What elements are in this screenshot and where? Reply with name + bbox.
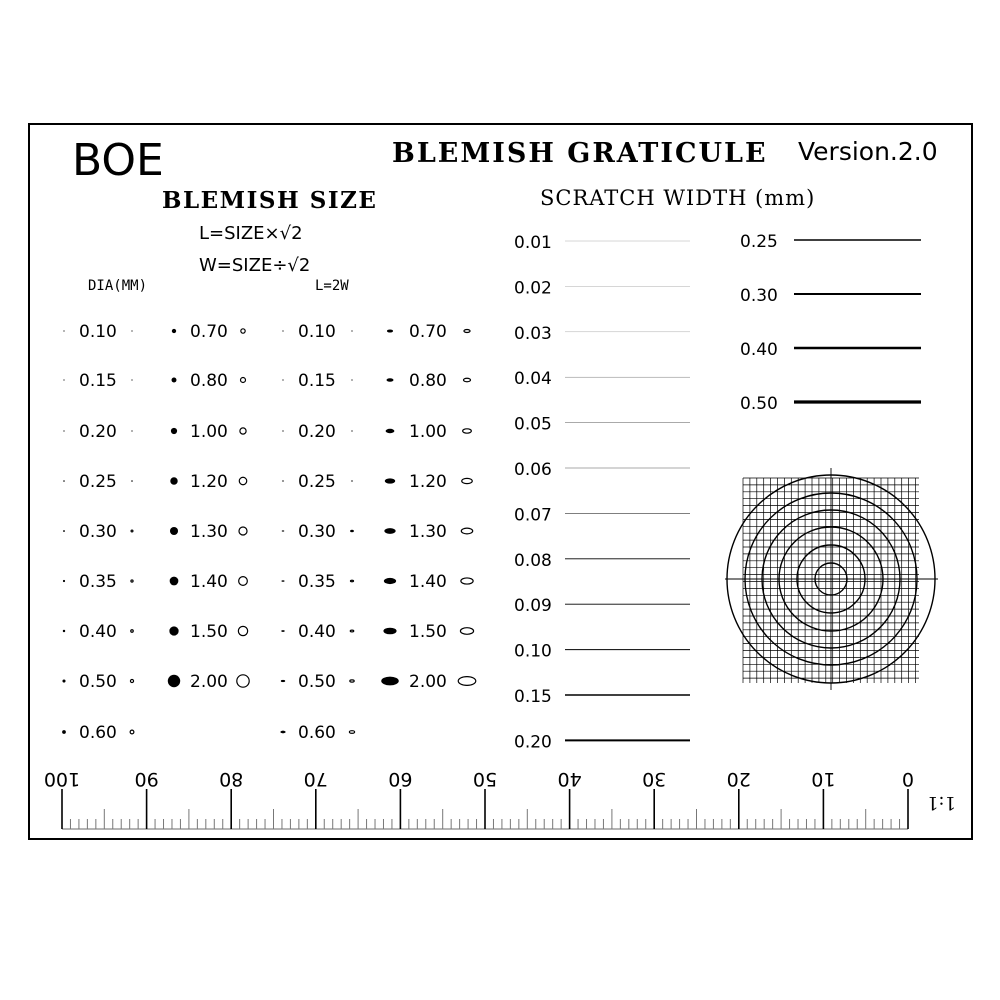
blemish-oval-filled <box>386 429 395 433</box>
scratch-width-label: 0.15 <box>514 687 552 707</box>
blemish-oval-filled <box>282 380 284 381</box>
blemish-round-size-label: 1.20 <box>190 472 228 492</box>
scratch-width-label: 0.30 <box>740 286 778 306</box>
blemish-dot-filled <box>170 477 177 484</box>
blemish-oval-size-label: 1.00 <box>409 422 447 442</box>
blemish-dot-outline <box>239 577 248 586</box>
blemish-dot-filled <box>170 527 178 535</box>
blemish-dot-filled <box>63 530 65 532</box>
blemish-round-size-label: 0.30 <box>79 522 117 542</box>
blemish-oval-size-label: 2.00 <box>409 672 447 692</box>
formula-width: W=SIZE÷√2 <box>199 255 311 276</box>
blemish-round-size-label: 1.00 <box>190 422 228 442</box>
blemish-dot-filled <box>63 430 64 431</box>
blemish-oval-outline <box>458 677 476 686</box>
blemish-round-size-label: 0.40 <box>79 622 117 642</box>
blemish-oval-filled <box>386 378 393 382</box>
blemish-dot-filled <box>62 679 65 682</box>
blemish-oval-size-label: 1.20 <box>409 472 447 492</box>
blemish-oval-outline <box>349 731 354 734</box>
blemish-dot-filled <box>63 580 65 582</box>
blemish-oval-size-label: 0.40 <box>298 622 336 642</box>
graticule-card <box>28 123 973 840</box>
blemish-dot-filled <box>171 428 177 434</box>
blemish-size-heading: BLEMISH SIZE <box>162 187 378 214</box>
blemish-oval-size-label: 0.15 <box>298 371 336 391</box>
ruler-tick-label: 40 <box>557 768 582 790</box>
blemish-dot-outline <box>131 430 132 431</box>
blemish-oval-filled <box>381 677 399 686</box>
blemish-dot-outline <box>239 477 246 484</box>
blemish-oval-size-label: 0.80 <box>409 371 447 391</box>
blemish-oval-filled <box>384 578 396 584</box>
scratch-width-label: 0.20 <box>514 732 552 753</box>
scratch-width-label: 0.09 <box>514 596 552 617</box>
ruler-tick-label: 30 <box>642 768 667 790</box>
scratch-width-label: 0.06 <box>514 460 552 480</box>
blemish-dot-outline <box>131 330 132 331</box>
scratch-width-label: 0.50 <box>740 394 778 414</box>
scratch-width-label: 0.08 <box>514 550 552 571</box>
blemish-oval-size-label: 0.30 <box>298 522 336 542</box>
blemish-oval-size-label: 0.20 <box>298 422 336 442</box>
blemish-dot-outline <box>130 679 133 682</box>
blemish-round-size-label: 0.50 <box>79 672 117 692</box>
blemish-dot-filled <box>170 577 179 586</box>
scratch-width-label: 0.02 <box>514 278 552 299</box>
blemish-oval-size-label: 0.25 <box>298 472 336 492</box>
blemish-oval-size-label: 1.30 <box>409 522 447 542</box>
blemish-round-size-label: 0.70 <box>190 322 228 342</box>
ruler-tick-label: 90 <box>134 768 159 790</box>
blemish-oval-filled <box>280 731 285 734</box>
page-title: BLEMISH GRATICULE <box>392 138 768 169</box>
blemish-dot-outline <box>237 675 249 687</box>
blemish-oval-filled <box>383 628 396 635</box>
blemish-oval-filled <box>387 329 393 332</box>
version-label: Version.2.0 <box>798 137 938 166</box>
blemish-oval-filled <box>281 680 285 682</box>
ruler-tick-label: 70 <box>303 768 328 790</box>
blemish-dot-outline <box>131 530 133 532</box>
blemish-round-size-label: 1.50 <box>190 622 228 642</box>
ruler-tick-label: 60 <box>388 768 413 790</box>
blemish-oval-outline <box>464 329 470 332</box>
scratch-width-label: 0.04 <box>514 369 552 390</box>
blemish-oval-size-label: 0.50 <box>298 672 336 692</box>
blemish-dot-outline <box>239 527 247 535</box>
blemish-dot-filled <box>63 330 64 331</box>
blemish-dot-outline <box>131 580 133 582</box>
blemish-size-table <box>62 322 476 743</box>
blemish-dot-filled <box>62 730 66 734</box>
l-2w-label: L=2W <box>315 278 349 294</box>
graticule-svg <box>28 123 973 840</box>
blemish-round-size-label: 0.60 <box>79 723 117 743</box>
blemish-round-size-label: 1.30 <box>190 522 228 542</box>
ruler-scale-label: 1:1 <box>927 792 956 813</box>
blemish-round-size-label: 1.40 <box>190 572 228 592</box>
blemish-oval-size-label: 1.50 <box>409 622 447 642</box>
blemish-oval-outline <box>461 528 472 534</box>
blemish-oval-size-label: 0.35 <box>298 572 336 592</box>
ruler-tick-label: 20 <box>726 768 751 790</box>
blemish-round-size-label: 0.35 <box>79 572 117 592</box>
blemish-oval-filled <box>282 431 284 432</box>
blemish-oval-outline <box>350 630 354 632</box>
blemish-oval-outline <box>350 680 354 682</box>
blemish-dot-filled <box>63 630 65 632</box>
blemish-oval-outline <box>463 378 470 382</box>
blemish-oval-outline <box>350 580 353 582</box>
scratch-width-label: 0.05 <box>514 414 552 435</box>
scratch-width-label: 0.03 <box>514 323 552 344</box>
blemish-dot-outline <box>240 428 246 434</box>
scratch-width-label: 0.01 <box>514 233 552 253</box>
blemish-oval-size-label: 0.10 <box>298 322 336 342</box>
blemish-round-size-label: 0.10 <box>79 322 117 342</box>
blemish-round-size-label: 2.00 <box>190 672 228 692</box>
brand-logo: BOE <box>72 135 164 186</box>
blemish-oval-filled <box>282 331 284 332</box>
blemish-dot-outline <box>241 378 246 383</box>
mm-ruler <box>44 768 914 829</box>
blemish-oval-size-label: 1.40 <box>409 572 447 592</box>
blemish-dot-filled <box>172 378 177 383</box>
blemish-oval-outline <box>461 578 473 584</box>
formula-length: L=SIZE×√2 <box>199 223 303 244</box>
blemish-round-size-label: 0.20 <box>79 422 117 442</box>
blemish-dot-filled <box>63 379 64 380</box>
blemish-oval-filled <box>384 528 395 534</box>
blemish-round-size-label: 0.80 <box>190 371 228 391</box>
blemish-oval-outline <box>351 331 353 332</box>
scratch-width-label: 0.10 <box>514 641 552 662</box>
blemish-dot-outline <box>131 630 133 632</box>
blemish-dot-filled <box>63 480 65 482</box>
blemish-oval-size-label: 0.70 <box>409 322 447 342</box>
blemish-round-size-label: 0.25 <box>79 472 117 492</box>
blemish-oval-size-label: 0.60 <box>298 723 336 743</box>
target-reticle-icon <box>725 468 938 690</box>
blemish-oval-outline <box>351 380 353 381</box>
blemish-dot-outline <box>241 329 245 333</box>
blemish-oval-outline <box>351 530 354 531</box>
blemish-oval-outline <box>351 431 353 432</box>
blemish-oval-filled <box>385 478 396 483</box>
blemish-oval-outline <box>463 429 472 433</box>
ruler-tick-label: 0 <box>901 768 915 790</box>
blemish-dot-filled <box>168 675 180 687</box>
blemish-dot-outline <box>131 379 132 380</box>
blemish-oval-filled <box>282 480 284 481</box>
blemish-oval-outline <box>462 478 473 483</box>
scratch-width-label: 0.07 <box>514 505 552 526</box>
blemish-oval-filled <box>281 580 284 582</box>
blemish-dot-outline <box>238 626 247 635</box>
ruler-tick-label: 50 <box>472 768 498 790</box>
blemish-oval-outline <box>351 480 353 481</box>
blemish-dot-filled <box>169 626 178 635</box>
dia-mm-label: DIA(MM) <box>88 278 148 294</box>
blemish-round-size-label: 0.15 <box>79 371 117 391</box>
scratch-width-heading: SCRATCH WIDTH (mm) <box>540 186 816 210</box>
ruler-tick-label: 80 <box>219 768 244 790</box>
scratch-width-label: 0.25 <box>740 232 778 252</box>
ruler-tick-label: 10 <box>811 768 836 790</box>
blemish-dot-filled <box>172 329 176 333</box>
blemish-oval-outline <box>460 628 473 635</box>
scratch-width-label: 0.40 <box>740 340 778 360</box>
blemish-oval-filled <box>282 530 285 531</box>
blemish-dot-outline <box>130 730 134 734</box>
ruler-tick-label: 100 <box>43 768 81 790</box>
blemish-dot-outline <box>131 480 133 482</box>
blemish-oval-filled <box>281 630 285 632</box>
